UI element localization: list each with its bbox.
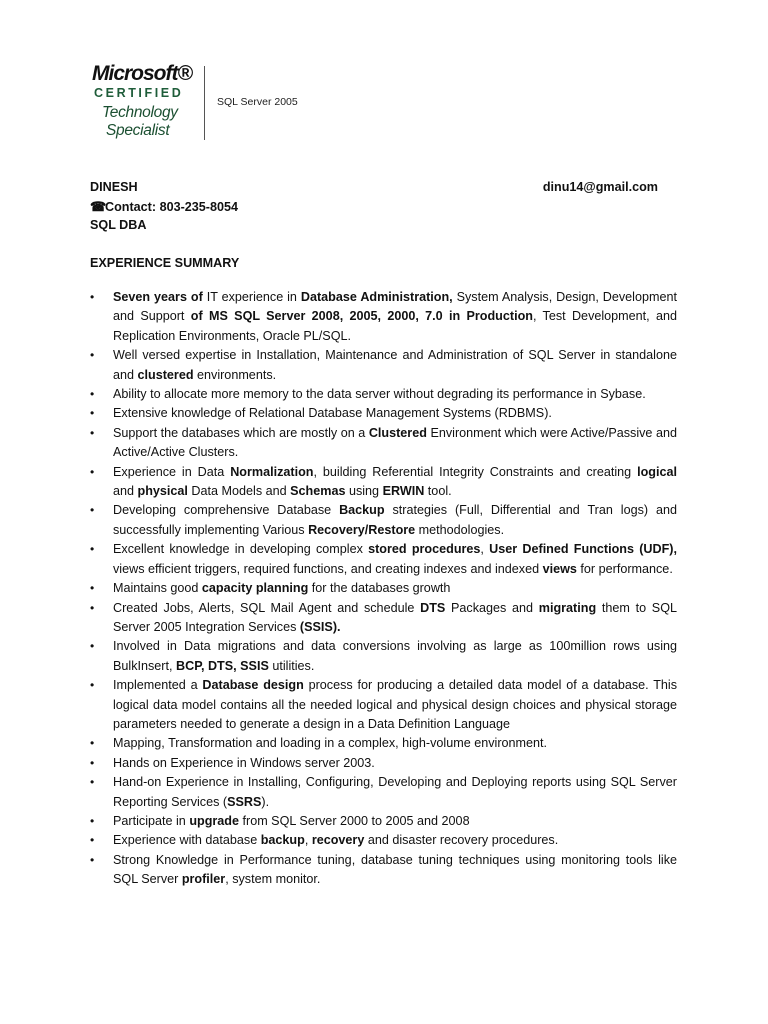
candidate-name: DINESH (90, 180, 138, 194)
item-text: using (345, 484, 383, 499)
bullet-icon: • (90, 639, 95, 654)
item-text: Mapping, Transformation and loading in a complex, high-volume environment. (113, 736, 548, 751)
list-item (90, 463, 677, 502)
list-item (90, 540, 677, 579)
item-text: process for producing a detailed data model of a database. This logical data model contains all the needed logical and physical design choices and physical storage parameters needed to generate a design in a Data Definition Language (113, 678, 677, 731)
item-text: methodologies. (415, 522, 505, 537)
bold-text: capacity planning (201, 581, 309, 596)
bullet-icon: • (90, 775, 95, 790)
list-item (90, 637, 677, 676)
bullet-icon: • (90, 464, 95, 479)
bold-text: Backup (339, 503, 385, 518)
bold-text: clustered (137, 367, 194, 382)
item-text: , (480, 542, 490, 557)
bullet-icon: • (90, 387, 95, 402)
bullet-icon: • (90, 425, 95, 440)
list-item (90, 579, 677, 598)
item-text: Involved in Data migrations and data conversions involving as large as 100million rows using BulkInsert, (113, 639, 677, 673)
bold-text: DTS (420, 600, 446, 615)
list-item (90, 288, 677, 346)
item-text: for the databases growth (308, 581, 451, 596)
item-text: , building Referential Integrity Constraints and creating (313, 464, 638, 479)
bold-text: recovery (311, 833, 365, 848)
item-text: Developing comprehensive Database (113, 503, 340, 518)
item-text: Packages and (445, 600, 539, 615)
item-text: Data Models and (187, 484, 291, 499)
item-text: Experience with database (113, 833, 261, 848)
bold-text: views (542, 561, 577, 576)
bullet-icon: • (90, 736, 95, 751)
item-text: them to SQL Server 2005 Integration Services (113, 600, 677, 634)
list-item (90, 773, 677, 812)
section-title: EXPERIENCE SUMMARY (90, 256, 240, 270)
item-text: tool. (424, 484, 452, 499)
item-text: Extensive knowledge of Relational Database Management Systems (RDBMS). (113, 406, 552, 421)
list-item (90, 676, 677, 734)
bullet-icon: • (90, 755, 95, 770)
item-text: , Test Development, and Replication Environments, Oracle PL/SQL. (113, 309, 677, 343)
list-item (90, 599, 677, 638)
item-text: strategies (Full, Differential and Tran logs) and successfully implementing Various (113, 503, 677, 537)
item-text: ). (261, 794, 270, 809)
contact-line (90, 197, 238, 217)
bold-text: of MS SQL Server 2008, 2005, 2000, 7.0 in Production (190, 309, 533, 324)
bold-text: upgrade (189, 813, 239, 828)
bold-text: ERWIN (382, 484, 425, 499)
item-text: Hand-on Experience in Installing, Configuring, Developing and Deploying reports using SQL Server Reporting Services ( (113, 775, 677, 809)
list-item (90, 501, 677, 540)
item-text: utilities. (268, 658, 315, 673)
bold-text: profiler (181, 872, 226, 887)
logo-line2: Specialist (106, 122, 170, 139)
bullet-icon: • (90, 833, 95, 848)
list-item (90, 831, 677, 850)
item-text: Maintains good (113, 581, 202, 596)
list-item (90, 734, 677, 753)
candidate-email[interactable]: dinu14@gmail.com (542, 180, 658, 194)
item-text: Well versed expertise in Installation, Maintenance and Administration of SQL Server in standalone and (113, 348, 677, 382)
bold-text: Database design (202, 678, 304, 693)
item-text: and disaster recovery procedures. (364, 833, 559, 848)
item-text: , (304, 833, 312, 848)
contact-text: Contact: 803-235-8054 (105, 200, 238, 214)
list-item (90, 404, 677, 423)
logo-brand: Microsoft® (92, 62, 192, 85)
item-text: Strong Knowledge in Performance tuning, database tuning techniques using monitoring tools like SQL Server (113, 852, 677, 887)
item-text: Created Jobs, Alerts, SQL Mail Agent and schedule (113, 600, 421, 615)
bullet-icon: • (90, 406, 95, 421)
telephone-icon: ☎ (90, 199, 107, 214)
item-text: Experience in Data (113, 464, 231, 479)
item-text: and (113, 484, 138, 499)
bullet-icon: • (90, 813, 95, 828)
bold-text: backup (260, 833, 305, 848)
bold-text: User Defined Functions (UDF), (489, 542, 677, 557)
bullet-icon: • (90, 852, 95, 867)
bold-text: (SSIS). (299, 619, 341, 634)
bold-text: Normalization (230, 464, 314, 479)
bullet-icon: • (90, 503, 95, 518)
bold-text: Recovery/Restore (308, 522, 416, 537)
list-item (90, 812, 677, 831)
logo-divider (204, 66, 205, 140)
bold-text: logical (637, 464, 677, 479)
bold-text: stored procedures (368, 542, 481, 557)
item-text: Participate in (113, 813, 190, 828)
logo-certified: CERTIFIED (94, 86, 184, 100)
item-text: System Analysis, Design, Development and Support (113, 290, 677, 324)
list-item (90, 851, 677, 890)
item-text: from SQL Server 2000 to 2005 and 2008 (239, 813, 470, 828)
item-text: Implemented a (113, 678, 203, 693)
bold-text: SSRS (227, 794, 262, 809)
item-text: Environment which were Active/Passive and Active/Active Clusters. (113, 425, 677, 460)
bold-text: Schemas (290, 484, 346, 499)
list-item (90, 424, 677, 463)
bold-text: physical (137, 484, 188, 499)
bold-text: Database Administration, (300, 290, 453, 304)
item-text: Hands on Experience in Windows server 2003. (113, 755, 375, 770)
bullet-icon: • (90, 542, 95, 557)
logo-product: SQL Server 2005 (217, 96, 298, 108)
experience-list (90, 288, 677, 890)
bullet-icon: • (90, 581, 95, 596)
bold-text: migrating (538, 600, 597, 615)
bullet-icon: • (90, 348, 95, 363)
bold-text: Clustered (368, 425, 427, 440)
mcts-logo (90, 62, 310, 144)
item-text: Support the databases which are mostly on a (113, 425, 369, 440)
bullet-icon: • (90, 290, 95, 304)
item-text: Excellent knowledge in developing complex (113, 542, 369, 557)
item-text: for performance. (576, 561, 673, 576)
bullet-icon: • (90, 678, 95, 693)
list-item (90, 346, 677, 385)
candidate-role: SQL DBA (90, 218, 147, 232)
item-text: IT experience in (202, 290, 301, 304)
list-item (90, 754, 677, 773)
item-text: , system monitor. (225, 872, 321, 887)
list-item (90, 385, 677, 404)
bold-text: BCP, DTS, SSIS (176, 658, 269, 673)
bold-text: Seven years of (113, 290, 203, 304)
item-text: views efficient triggers, required functions, and creating indexes and indexed (113, 561, 543, 576)
logo-line1: Technology (102, 104, 178, 121)
item-text: environments. (193, 367, 277, 382)
bullet-icon: • (90, 600, 95, 615)
item-text: Ability to allocate more memory to the data server without degrading its performance in Sybase. (113, 387, 646, 402)
